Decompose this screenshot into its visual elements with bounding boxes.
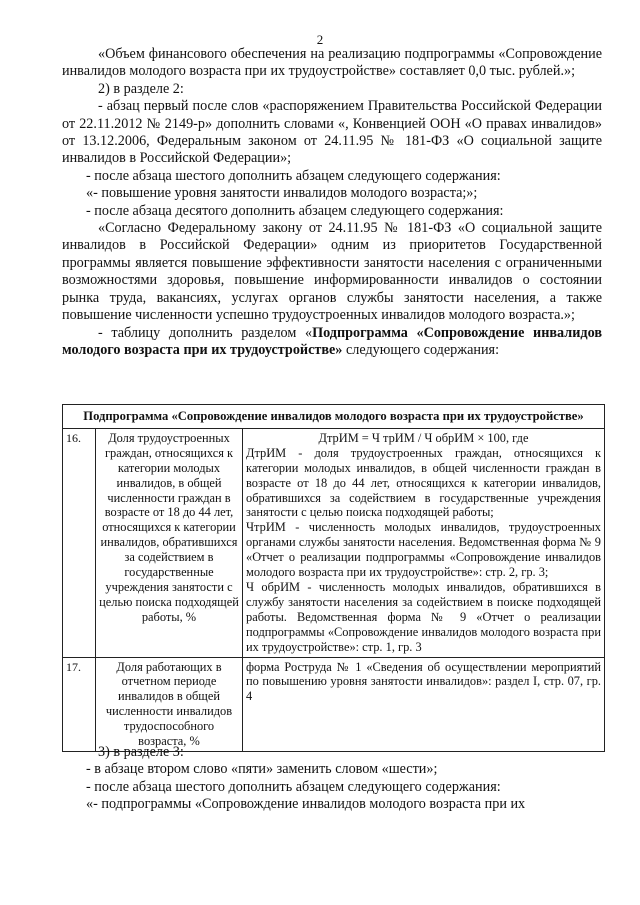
table-intro-bold: Подпрограмма «Сопровождение инвалидов молодого возраста при их трудоустройстве» bbox=[62, 324, 602, 358]
paragraph: «- повышение уровня занятости инвалидов молодого возраста;»; bbox=[86, 185, 478, 202]
indicator-name: Доля трудоустроенных граждан, относящихся к категории молодых инвалидов, в общей численности граждан в возрасте от 18 до 44 лет, относящихся к категории инвалидов, обратившихся за содействием в государственные учреждения занятости с целью поиска подходящей работы, % bbox=[96, 428, 243, 657]
indicator-name: Доля работающих в отчетном периоде инвалидов в общей численности инвалидов трудоспособного возраста, % bbox=[96, 657, 243, 751]
paragraph: «Объем финансового обеспечения на реализацию подпрограммы «Сопровождение инвалидов молодого возраста при их трудоустройстве» составляет 0,0 тыс. рублей.»; bbox=[62, 46, 602, 80]
row-number: 17. bbox=[63, 657, 96, 751]
paragraph: - после абзаца шестого дополнить абзацем следующего содержания: bbox=[86, 778, 501, 795]
method-line: ЧтрИМ - численность молодых инвалидов, трудоустроенных органами службы занятости населения. Ведомственная форма № 9 «Отчет о реализации подпрограммы «Сопровождение инвалидов молодого возраста при их трудоустройстве»: стр. 2, гр. 3; bbox=[246, 520, 601, 580]
table-row bbox=[63, 657, 605, 751]
page-number: 2 bbox=[316, 32, 324, 47]
paragraph: «- подпрограммы «Сопровождение инвалидов молодого возраста при их bbox=[86, 796, 526, 813]
document-body bbox=[62, 46, 602, 359]
method-line: ДтрИМ - доля трудоустроенных граждан, относящихся к категории молодых инвалидов, в общей численности граждан в возрасте от 18 до 44 лет, относящихся к категории инвалидов, обратившихся за содействием в государственные учреждения занятости с целью поиска подходящей работы; bbox=[246, 445, 601, 520]
table-intro-suffix: следующего содержания: bbox=[342, 341, 500, 358]
indicator-method bbox=[243, 428, 605, 657]
table-header: Подпрограмма «Сопровождение инвалидов молодого возраста при их трудоустройстве» bbox=[63, 405, 605, 429]
row-number: 16. bbox=[63, 428, 96, 657]
paragraph: - после абзаца десятого дополнить абзацем следующего содержания: bbox=[86, 202, 504, 219]
method-line: форма Роструда № 1 «Сведения об осуществлении мероприятий по повышению уровня занятости инвалидов»: раздел I, стр. 07, гр. 4 bbox=[246, 659, 601, 704]
formula: ДтрИМ = Ч трИМ / Ч обрИМ × 100, где bbox=[318, 430, 529, 445]
paragraph: - в абзаце втором слово «пяти» заменить словом «шести»; bbox=[86, 761, 438, 778]
paragraph: - абзац первый после слов «распоряжением Правительства Российской Федерации от 22.11.2012 № 2149-р» дополнить словами «, Конвенцией ООН «О правах инвалидов» от 13.12.2006, Федеральным законом от 24.11.95 № 181-ФЗ «О социальной защите инвалидов в Российской Федерации»; bbox=[62, 98, 602, 167]
table-row bbox=[63, 428, 605, 657]
indicator-method bbox=[243, 657, 605, 751]
table-intro-prefix: - таблицу дополнить разделом « bbox=[98, 324, 313, 341]
table-intro bbox=[62, 325, 602, 360]
paragraph: 2) в разделе 2: bbox=[98, 80, 184, 97]
paragraph: - после абзаца шестого дополнить абзацем следующего содержания: bbox=[86, 167, 501, 184]
table-header-row bbox=[63, 405, 605, 429]
method-line: Ч обрИМ - численность молодых инвалидов, обратившихся в службу занятости населения за содействием в поиске подходящей работы. Ведомственная форма № 9 «Отчет о реализации подпрограммы «Сопровождение инвалидов молодого возраста при их трудоустройстве»: стр. 1, гр. 3 bbox=[246, 579, 601, 654]
indicators-table bbox=[62, 404, 605, 752]
document-body-continued bbox=[62, 744, 602, 814]
paragraph: «Согласно Федеральному закону от 24.11.95 № 181-ФЗ «О социальной защите инвалидов в Российской Федерации» одним из приоритетов Государственной программы является повышение эффективности занятости населения с ограниченными возможностями здоровья, повышение информированности инвалидов о состоянии рынка труда, вакансиях, услугах органов службы занятости населения, а также повышение численности успешно трудоустроенных инвалидов молодого возраста.»; bbox=[62, 220, 602, 324]
paragraph: 3) в разделе 3: bbox=[98, 744, 184, 760]
